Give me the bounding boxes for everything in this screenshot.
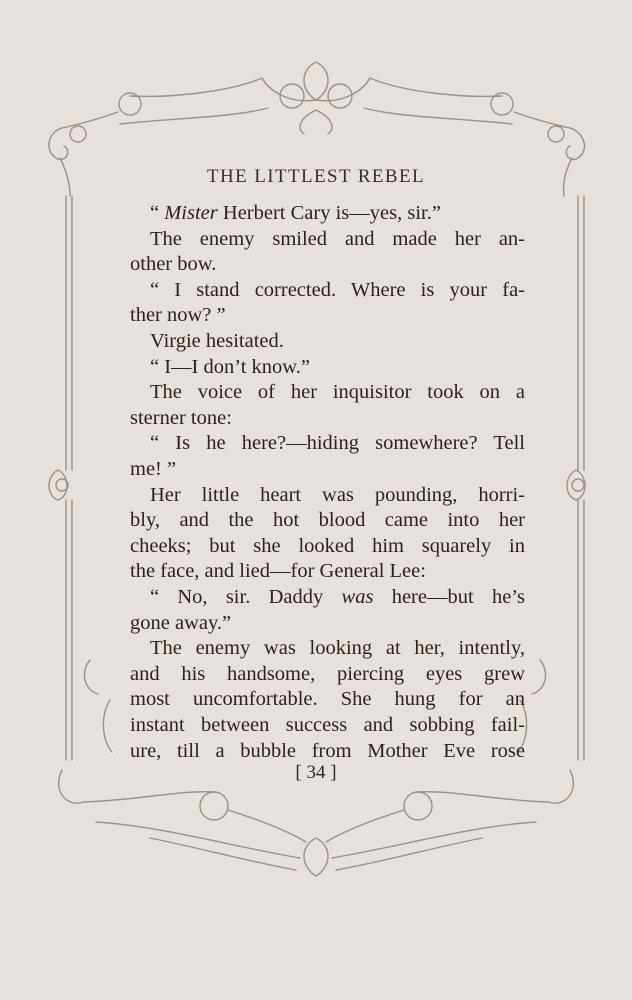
text-line [130, 200, 525, 226]
text-line-segment: Herbert Cary is—yes, sir.” [217, 202, 441, 224]
text-line-segment: sterner tone: [130, 406, 232, 429]
text-line [130, 558, 525, 584]
text-line [130, 661, 525, 687]
text-line-segment: cheeks; but she looked him squarely in [130, 534, 525, 557]
running-head: THE LITTLEST REBEL [207, 166, 425, 187]
text-line-segment: “ I—I don’t know.” [150, 355, 310, 378]
text-line-segment: other bow. [130, 253, 217, 276]
text-line-segment: “ Is he here?—hiding somewhere? Tell [150, 432, 525, 455]
text-line [130, 251, 525, 277]
text-line [130, 507, 525, 533]
text-line-segment: here—but he’s [373, 586, 525, 608]
text-line [130, 302, 525, 328]
text-line-segment: Her little heart was pounding, horri- [150, 483, 525, 506]
text-line-segment: “ [150, 202, 165, 224]
text-line [130, 482, 525, 508]
text-line-segment: the face, and lied—for General Lee: [130, 560, 426, 583]
text-line-emphasis: Mister [164, 202, 218, 224]
text-line-segment: ther now? ” [130, 304, 226, 327]
text-line [130, 226, 525, 252]
text-line-segment: The enemy was looking at her, intently, [150, 637, 525, 660]
text-line-segment: most uncomfortable. She hung for an [130, 688, 525, 711]
text-line-segment: The enemy smiled and made her an- [150, 227, 525, 250]
text-line [130, 430, 525, 456]
text-line [130, 584, 525, 610]
text-line [130, 354, 525, 380]
text-line [130, 405, 525, 431]
text-line [130, 610, 525, 636]
text-line [130, 277, 525, 303]
text-line-segment: “ No, sir. Daddy [150, 586, 342, 608]
text-line-segment: and his handsome, piercing eyes grew [130, 662, 525, 685]
text-line-segment: me! ” [130, 458, 177, 480]
text-line [130, 738, 525, 764]
text-line-segment: Virgie hesitated. [150, 330, 284, 352]
text-line-segment: “ I stand corrected. Where is your fa- [150, 278, 525, 301]
text-line-segment: bly, and the hot blood came into her [130, 509, 525, 532]
text-line-emphasis: was [341, 586, 374, 608]
page-number: [ 34 ] [295, 762, 337, 783]
text-line [130, 635, 525, 661]
text-line [130, 379, 525, 405]
text-line-segment: instant between success and sobbing fail- [130, 714, 525, 736]
text-line-segment: The voice of her inquisitor took on a [150, 381, 525, 404]
text-line-segment: gone away.” [130, 611, 232, 634]
text-line-segment: ure, till a bubble from Mother Eve rose [130, 739, 525, 762]
text-line [130, 686, 525, 712]
text-line [130, 456, 525, 482]
text-line [130, 712, 525, 738]
text-line [130, 328, 525, 354]
text-line [130, 533, 525, 559]
